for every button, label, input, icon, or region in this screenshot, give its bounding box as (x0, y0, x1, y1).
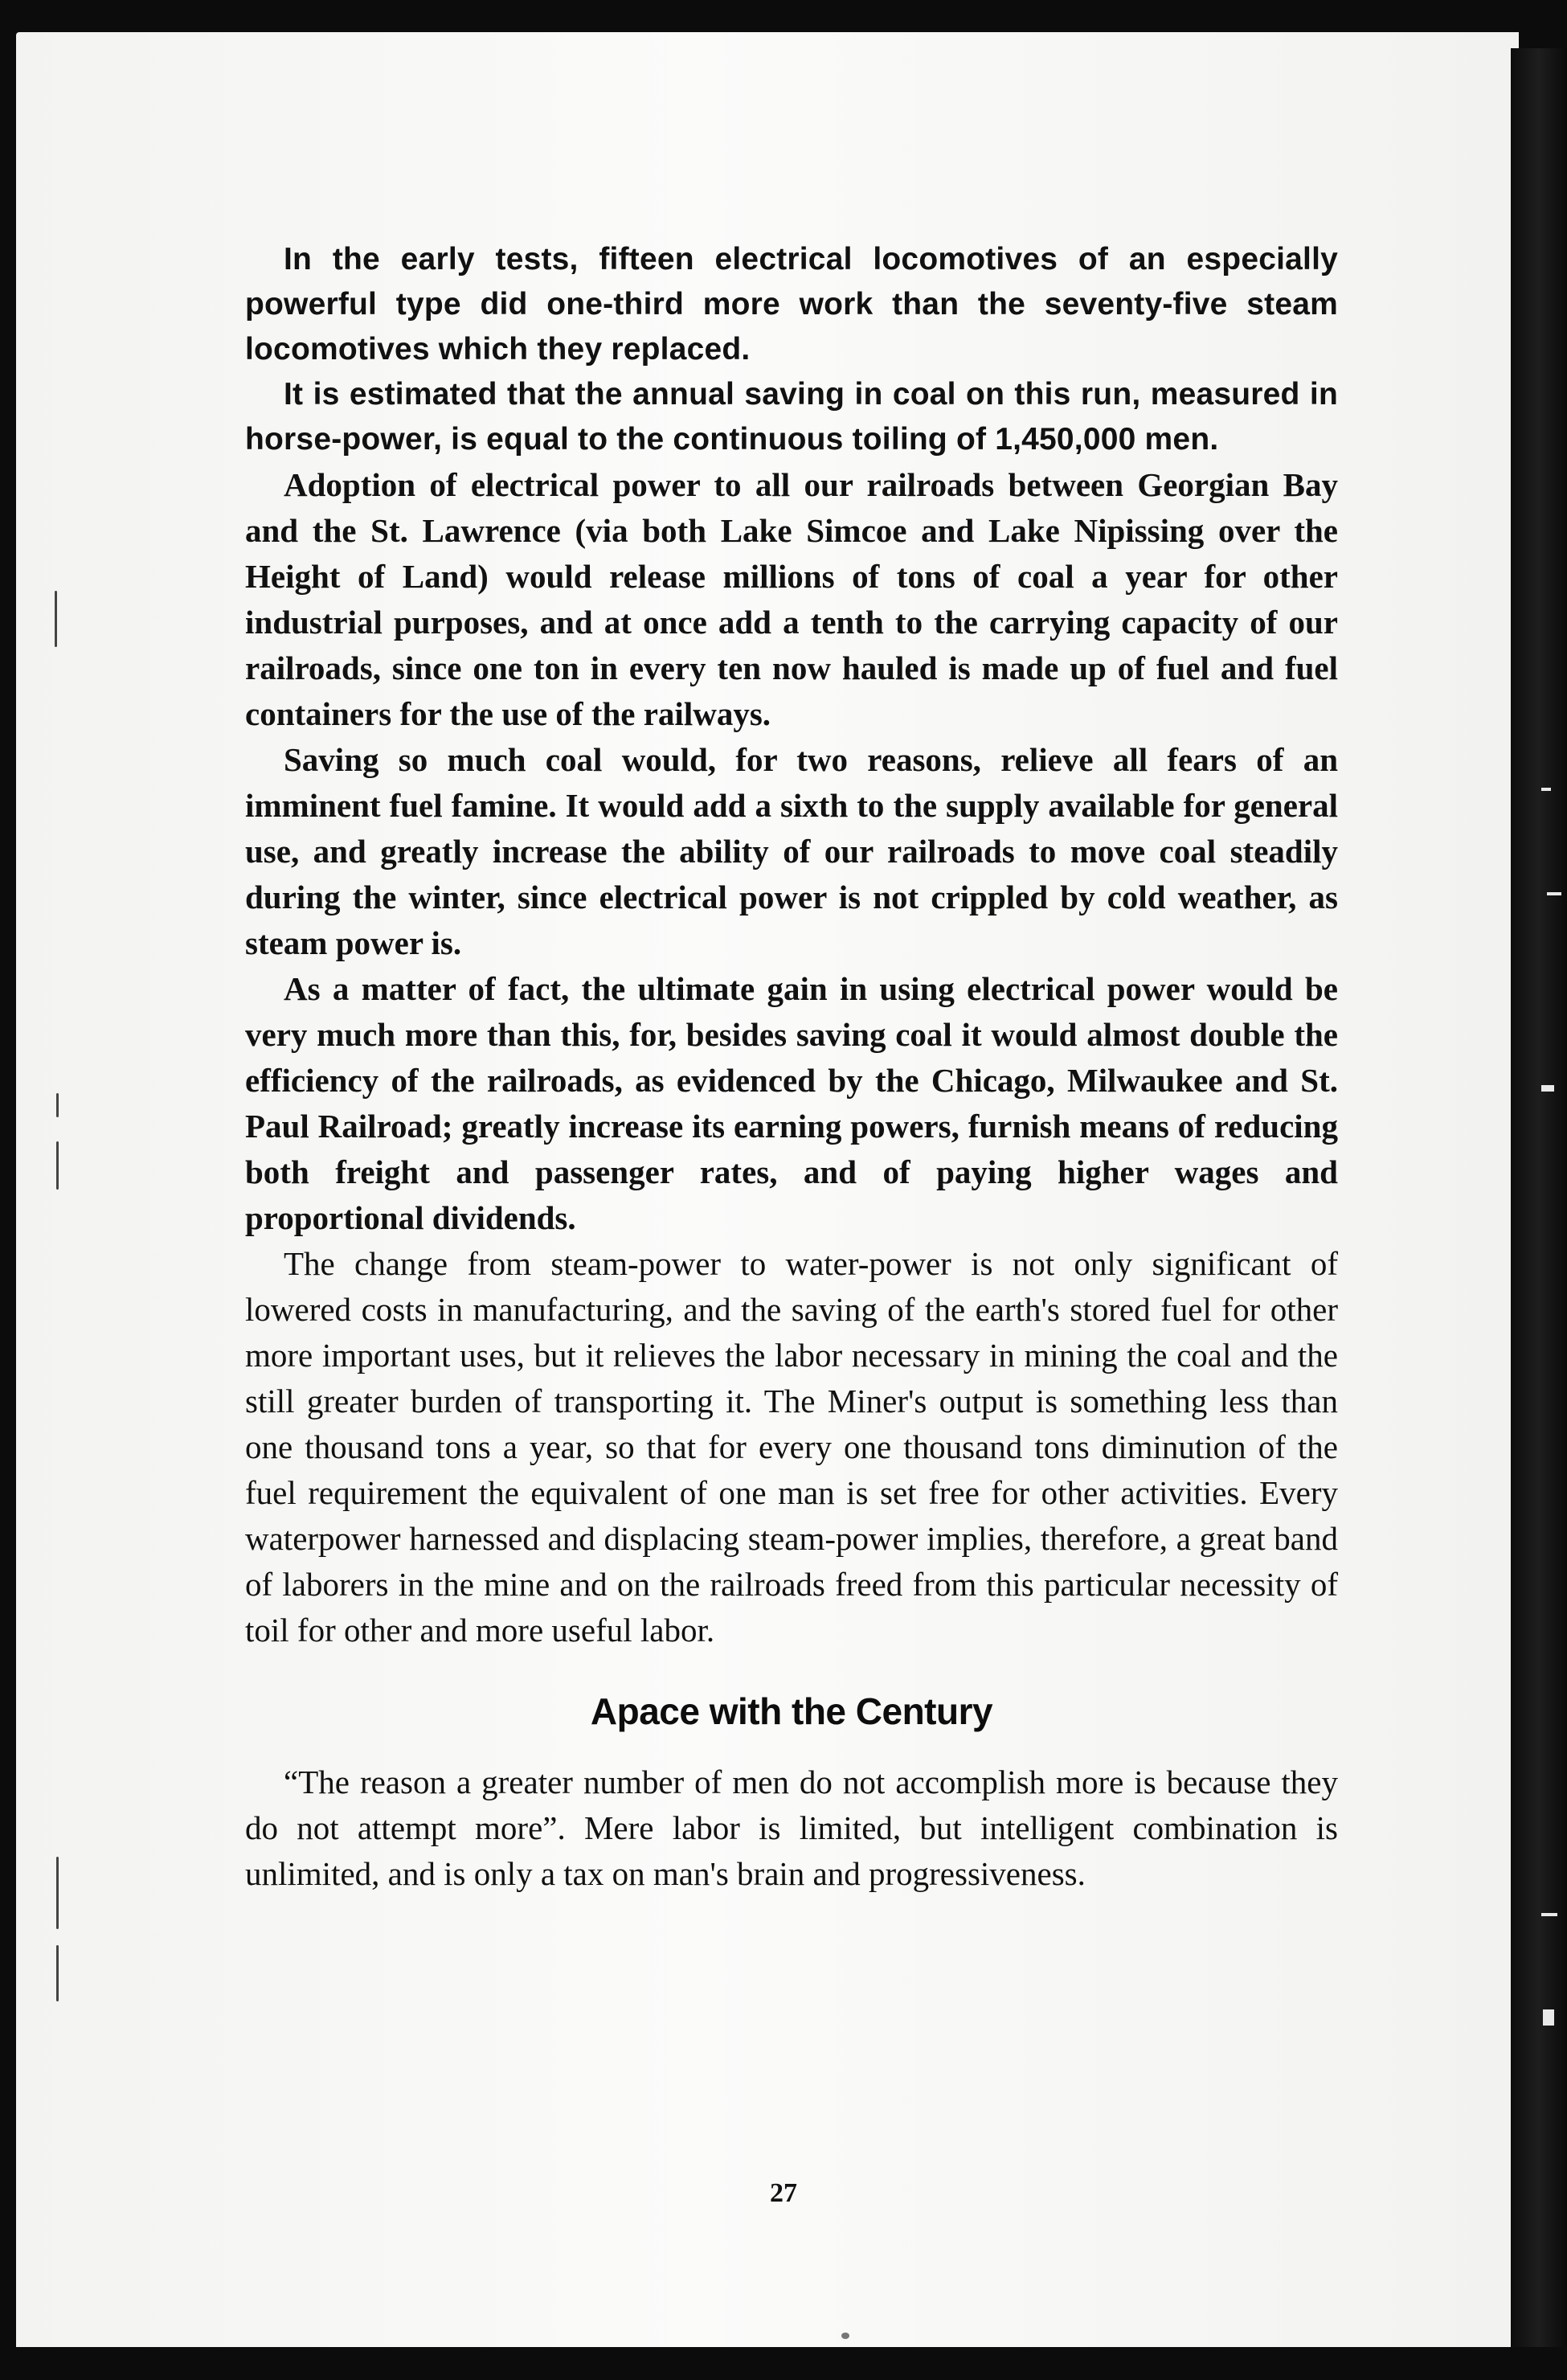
scan-artifact (1541, 788, 1551, 791)
margin-mark (55, 591, 57, 647)
scan-artifact (1543, 2009, 1554, 2026)
paragraph-fuel-famine: Saving so much coal would, for two reasons, relieve all fears of an imminent fuel famine. It would add a sixth to the supply available for general use, and greatly increase the ability of our railroads to move coal steadily during the winter, since electrical power is not crippled by cold weather, as steam power is. (245, 741, 1338, 961)
margin-mark (56, 1857, 59, 1929)
scan-artifact (1541, 1085, 1554, 1092)
scan-artifact (1541, 1913, 1557, 1916)
margin-mark (56, 1093, 59, 1117)
scan-artifact (841, 2333, 849, 2339)
section-heading: Apace with the Century (590, 1690, 993, 1732)
paragraph-adoption: Adoption of electrical power to all our railroads between Georgian Bay and the St. Lawrence (via both Lake Simcoe and Lake Nipissing over the Height of Land) would release millions of tons of coal a year for other industrial purposes, and at once add a tenth to the carrying capacity of our railroads, since one ton in every ten now hauled is made up of fuel and fuel containers for the use of the railways. (245, 466, 1338, 732)
paragraph-quote: “The reason a greater number of men do not accomplish more is because they do not attempt more”. Mere labor is limited, but intelligent combination is unlimited, and is only a tax on man's brain and progressiveness. (245, 1763, 1338, 1892)
page-number: 27 (770, 2178, 797, 2208)
paragraph-early-tests: In the early tests, fifteen electrical locomotives of an especially powerful type did one-third more work than the seventy-five steam locomotives which they replaced. (245, 242, 1338, 367)
margin-mark (56, 1945, 59, 2001)
page-shadow-edge (1511, 48, 1567, 2347)
paragraph-coal-saving: It is estimated that the annual saving in coal on this run, measured in horse-power, is equal to the continuous toiling of 1,450,000 men. (245, 377, 1338, 457)
section-quote (245, 1759, 1338, 1897)
margin-mark (56, 1141, 59, 1190)
paragraph-ultimate-gain: As a matter of fact, the ultimate gain in using electrical power would be very much more than this, for, besides saving coal it would almost double the efficiency of the railroads, as evidenced by the Chicago, Milwaukee and St. Paul Railroad; greatly increase its earning powers, furnish means of reducing both freight and passenger rates, and of paying higher wages and proportional dividends. (245, 970, 1338, 1236)
scan-artifact (1547, 892, 1561, 895)
paragraph-water-power: The change from steam-power to water-power is not only significant of lowered costs in manufacturing, and the saving of the earth's stored fuel for other more important uses, but it relieves the labor necessary in mining the coal and the still greater burden of transporting it. The Miner's output is something less than one thousand tons a year, so that for every one thousand tons diminution of the fuel requirement the equivalent of one man is set free for other activities. Every waterpower harnessed and displacing steam-power implies, therefore, a great band of laborers in the mine and on the railroads freed from this particular necessity of toil for other and more useful labor. (245, 1245, 1338, 1649)
page-text (245, 237, 1338, 1897)
